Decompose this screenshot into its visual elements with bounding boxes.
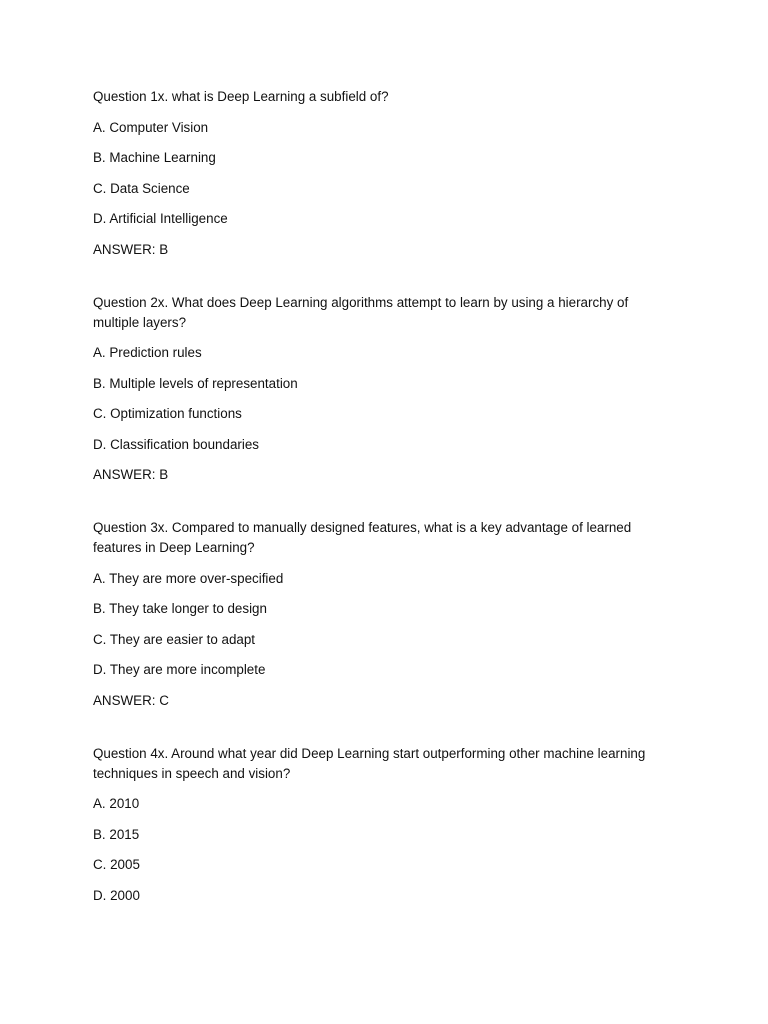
option-a: A. Computer Vision bbox=[93, 119, 209, 135]
option-c: C. They are easier to adapt bbox=[93, 631, 256, 647]
option-c: C. 2005 bbox=[93, 857, 140, 872]
option-d: D. 2000 bbox=[93, 887, 140, 903]
question-text: Question 3x. Compared to manually designed features, what is a key advantage of learned features in Deep Learning? bbox=[93, 520, 632, 555]
option-d: D. Classification boundaries bbox=[93, 436, 259, 452]
question-text: Question 1x. what is Deep Learning a subfield of? bbox=[93, 89, 389, 104]
option-a: A. They are more over-specified bbox=[93, 570, 284, 586]
question-block-4 bbox=[93, 744, 673, 906]
option-c: C. Data Science bbox=[93, 180, 190, 196]
option-d: D. Artificial Intelligence bbox=[93, 211, 228, 226]
question-text: Question 2x. What does Deep Learning algorithms attempt to learn by using a hierarchy of multiple layers? bbox=[93, 294, 629, 330]
option-b: B. They take longer to design bbox=[93, 601, 267, 616]
question-text: Question 4x. Around what year did Deep Learning start outperforming other machine learning techniques in speech and vision? bbox=[93, 745, 646, 781]
option-b: B. 2015 bbox=[93, 826, 140, 842]
answer-text: ANSWER: C bbox=[93, 692, 169, 708]
option-b: B. Machine Learning bbox=[93, 150, 216, 165]
answer-text: ANSWER: B bbox=[93, 467, 169, 482]
document-page bbox=[93, 87, 673, 939]
option-d: D. They are more incomplete bbox=[93, 662, 266, 677]
question-block-1 bbox=[93, 87, 673, 260]
option-c: C. Optimization functions bbox=[93, 406, 242, 421]
answer-text: ANSWER: B bbox=[93, 241, 169, 257]
option-b: B. Multiple levels of representation bbox=[93, 375, 298, 391]
option-a: A. Prediction rules bbox=[93, 345, 202, 360]
question-block-2 bbox=[93, 293, 673, 486]
option-a: A. 2010 bbox=[93, 796, 140, 811]
question-block-3 bbox=[93, 518, 673, 711]
